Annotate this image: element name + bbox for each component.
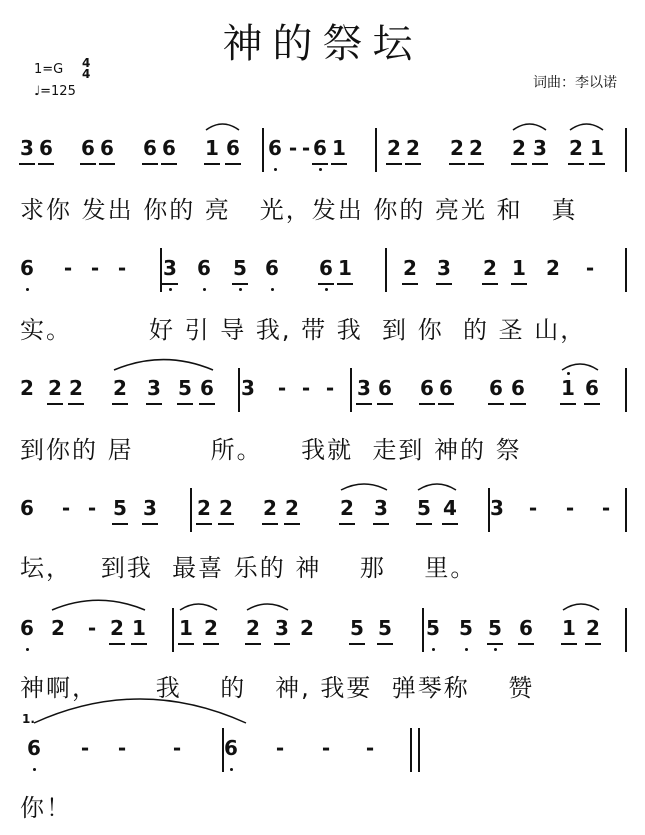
note: 3 <box>533 136 547 160</box>
dash-note: - <box>321 736 331 760</box>
note: 6 <box>378 376 392 400</box>
dash-note: - <box>565 496 575 520</box>
slur-arc <box>513 124 546 130</box>
note: 2 <box>450 136 464 160</box>
dash-note: - <box>325 376 335 400</box>
dash-note: - <box>277 376 287 400</box>
note: 2 <box>483 256 497 280</box>
note: 1 <box>332 136 346 160</box>
note: 5 <box>113 496 127 520</box>
dash-note: - <box>528 496 538 520</box>
note: 2 <box>285 496 299 520</box>
note: 5 <box>459 616 473 640</box>
dash-note: - <box>87 496 97 520</box>
note: 2 <box>113 376 127 400</box>
note: 6 <box>200 376 214 400</box>
note: 2 <box>48 376 62 400</box>
dash-note: - <box>90 256 100 280</box>
note: 6 <box>143 136 157 160</box>
lyric-line: 实。 好 引 导 我, 带 我 到 你 的 圣 山， <box>20 316 587 344</box>
slur-arc <box>341 484 387 490</box>
note: 3 <box>147 376 161 400</box>
note: 2 <box>20 376 34 400</box>
note: 5 <box>417 496 431 520</box>
note: 6 <box>319 256 333 280</box>
note: 6 <box>27 736 41 760</box>
volta-mark: 1. <box>22 712 35 726</box>
note: 6 <box>81 136 95 160</box>
lyric-line: 坛， 到我 最喜 乐的 神 那 里。 <box>20 554 477 582</box>
note: 3 <box>241 376 255 400</box>
note: 5 <box>178 376 192 400</box>
note: 5 <box>233 256 247 280</box>
note: 6 <box>511 376 525 400</box>
note: 1 <box>561 376 575 400</box>
tempo-marking: ♩=125 <box>34 84 76 99</box>
note: 3 <box>275 616 289 640</box>
note: 1 <box>338 256 352 280</box>
note: 2 <box>569 136 583 160</box>
lyric-line: 求你 发出 你的 亮 光，发出 你的 亮光 和 真 <box>20 196 578 224</box>
note: 5 <box>426 616 440 640</box>
note: 1 <box>590 136 604 160</box>
credit-line: 词曲：李以诺 <box>533 75 617 91</box>
note: 6 <box>519 616 533 640</box>
note: 3 <box>143 496 157 520</box>
note: 4 <box>443 496 457 520</box>
note: 6 <box>162 136 176 160</box>
note: 5 <box>378 616 392 640</box>
note: 6 <box>420 376 434 400</box>
note: 2 <box>246 616 260 640</box>
dash-note: - <box>172 736 182 760</box>
note: 5 <box>488 616 502 640</box>
note: 6 <box>100 136 114 160</box>
note: 2 <box>204 616 218 640</box>
note: 6 <box>265 256 279 280</box>
note: 6 <box>268 136 282 160</box>
key-signature: 1=G <box>34 62 64 77</box>
dash-note: - <box>601 496 611 520</box>
note: 2 <box>300 616 314 640</box>
slur-arc <box>206 124 239 130</box>
slur-arc <box>563 604 599 610</box>
note: 6 <box>224 736 238 760</box>
dash-note: - <box>117 256 127 280</box>
slur-arc <box>180 604 217 610</box>
slur-arc <box>247 604 288 610</box>
dash-note: - <box>61 496 71 520</box>
dash-note: - <box>63 256 73 280</box>
note: 2 <box>340 496 354 520</box>
note: 1 <box>205 136 219 160</box>
slur-arc <box>562 364 598 370</box>
note: 2 <box>586 616 600 640</box>
slur-arc <box>570 124 603 130</box>
time-signature-bottom: 4 <box>82 67 91 81</box>
note: 2 <box>546 256 560 280</box>
note: 1 <box>562 616 576 640</box>
time-signature-top: 4 <box>82 56 91 70</box>
dash-note: - <box>275 736 285 760</box>
note: 3 <box>374 496 388 520</box>
note: 2 <box>469 136 483 160</box>
note: 3 <box>437 256 451 280</box>
note: 6 <box>439 376 453 400</box>
dash-note: - <box>301 376 311 400</box>
note: 1 <box>179 616 193 640</box>
note: 1 <box>512 256 526 280</box>
lyric-line: 你！ <box>20 794 72 822</box>
note: 3 <box>163 256 177 280</box>
dash-note: - <box>365 736 375 760</box>
note: 3 <box>357 376 371 400</box>
note: 2 <box>512 136 526 160</box>
note: 2 <box>403 256 417 280</box>
note: 6 <box>226 136 240 160</box>
note: 2 <box>263 496 277 520</box>
note: 6 <box>489 376 503 400</box>
dash-note: - <box>301 136 311 160</box>
lyric-line: 到你的 居 所。 我就 走到 神的 祭 <box>20 436 522 464</box>
slur-arc <box>52 600 145 610</box>
song-title: 神的祭坛 <box>222 21 423 67</box>
note: 6 <box>20 256 34 280</box>
note: 6 <box>39 136 53 160</box>
dash-note: - <box>117 736 127 760</box>
lyric-line: 神啊， 我 的 神, 我要 弹琴称 赞 <box>20 674 535 702</box>
slur-arc <box>418 484 456 490</box>
note: 3 <box>20 136 34 160</box>
note: 6 <box>585 376 599 400</box>
slur-arc <box>34 699 246 723</box>
note: 2 <box>197 496 211 520</box>
note: 2 <box>406 136 420 160</box>
dash-note: - <box>87 616 97 640</box>
note: 6 <box>197 256 211 280</box>
note: 2 <box>69 376 83 400</box>
note: 3 <box>490 496 504 520</box>
note: 2 <box>110 616 124 640</box>
dash-note: - <box>585 256 595 280</box>
note: 6 <box>20 496 34 520</box>
note: 1 <box>132 616 146 640</box>
slur-arc <box>114 360 213 370</box>
note: 2 <box>387 136 401 160</box>
dash-note: - <box>288 136 298 160</box>
note: 6 <box>313 136 327 160</box>
note: 5 <box>350 616 364 640</box>
note: 2 <box>51 616 65 640</box>
note: 6 <box>20 616 34 640</box>
dash-note: - <box>80 736 90 760</box>
note: 2 <box>219 496 233 520</box>
